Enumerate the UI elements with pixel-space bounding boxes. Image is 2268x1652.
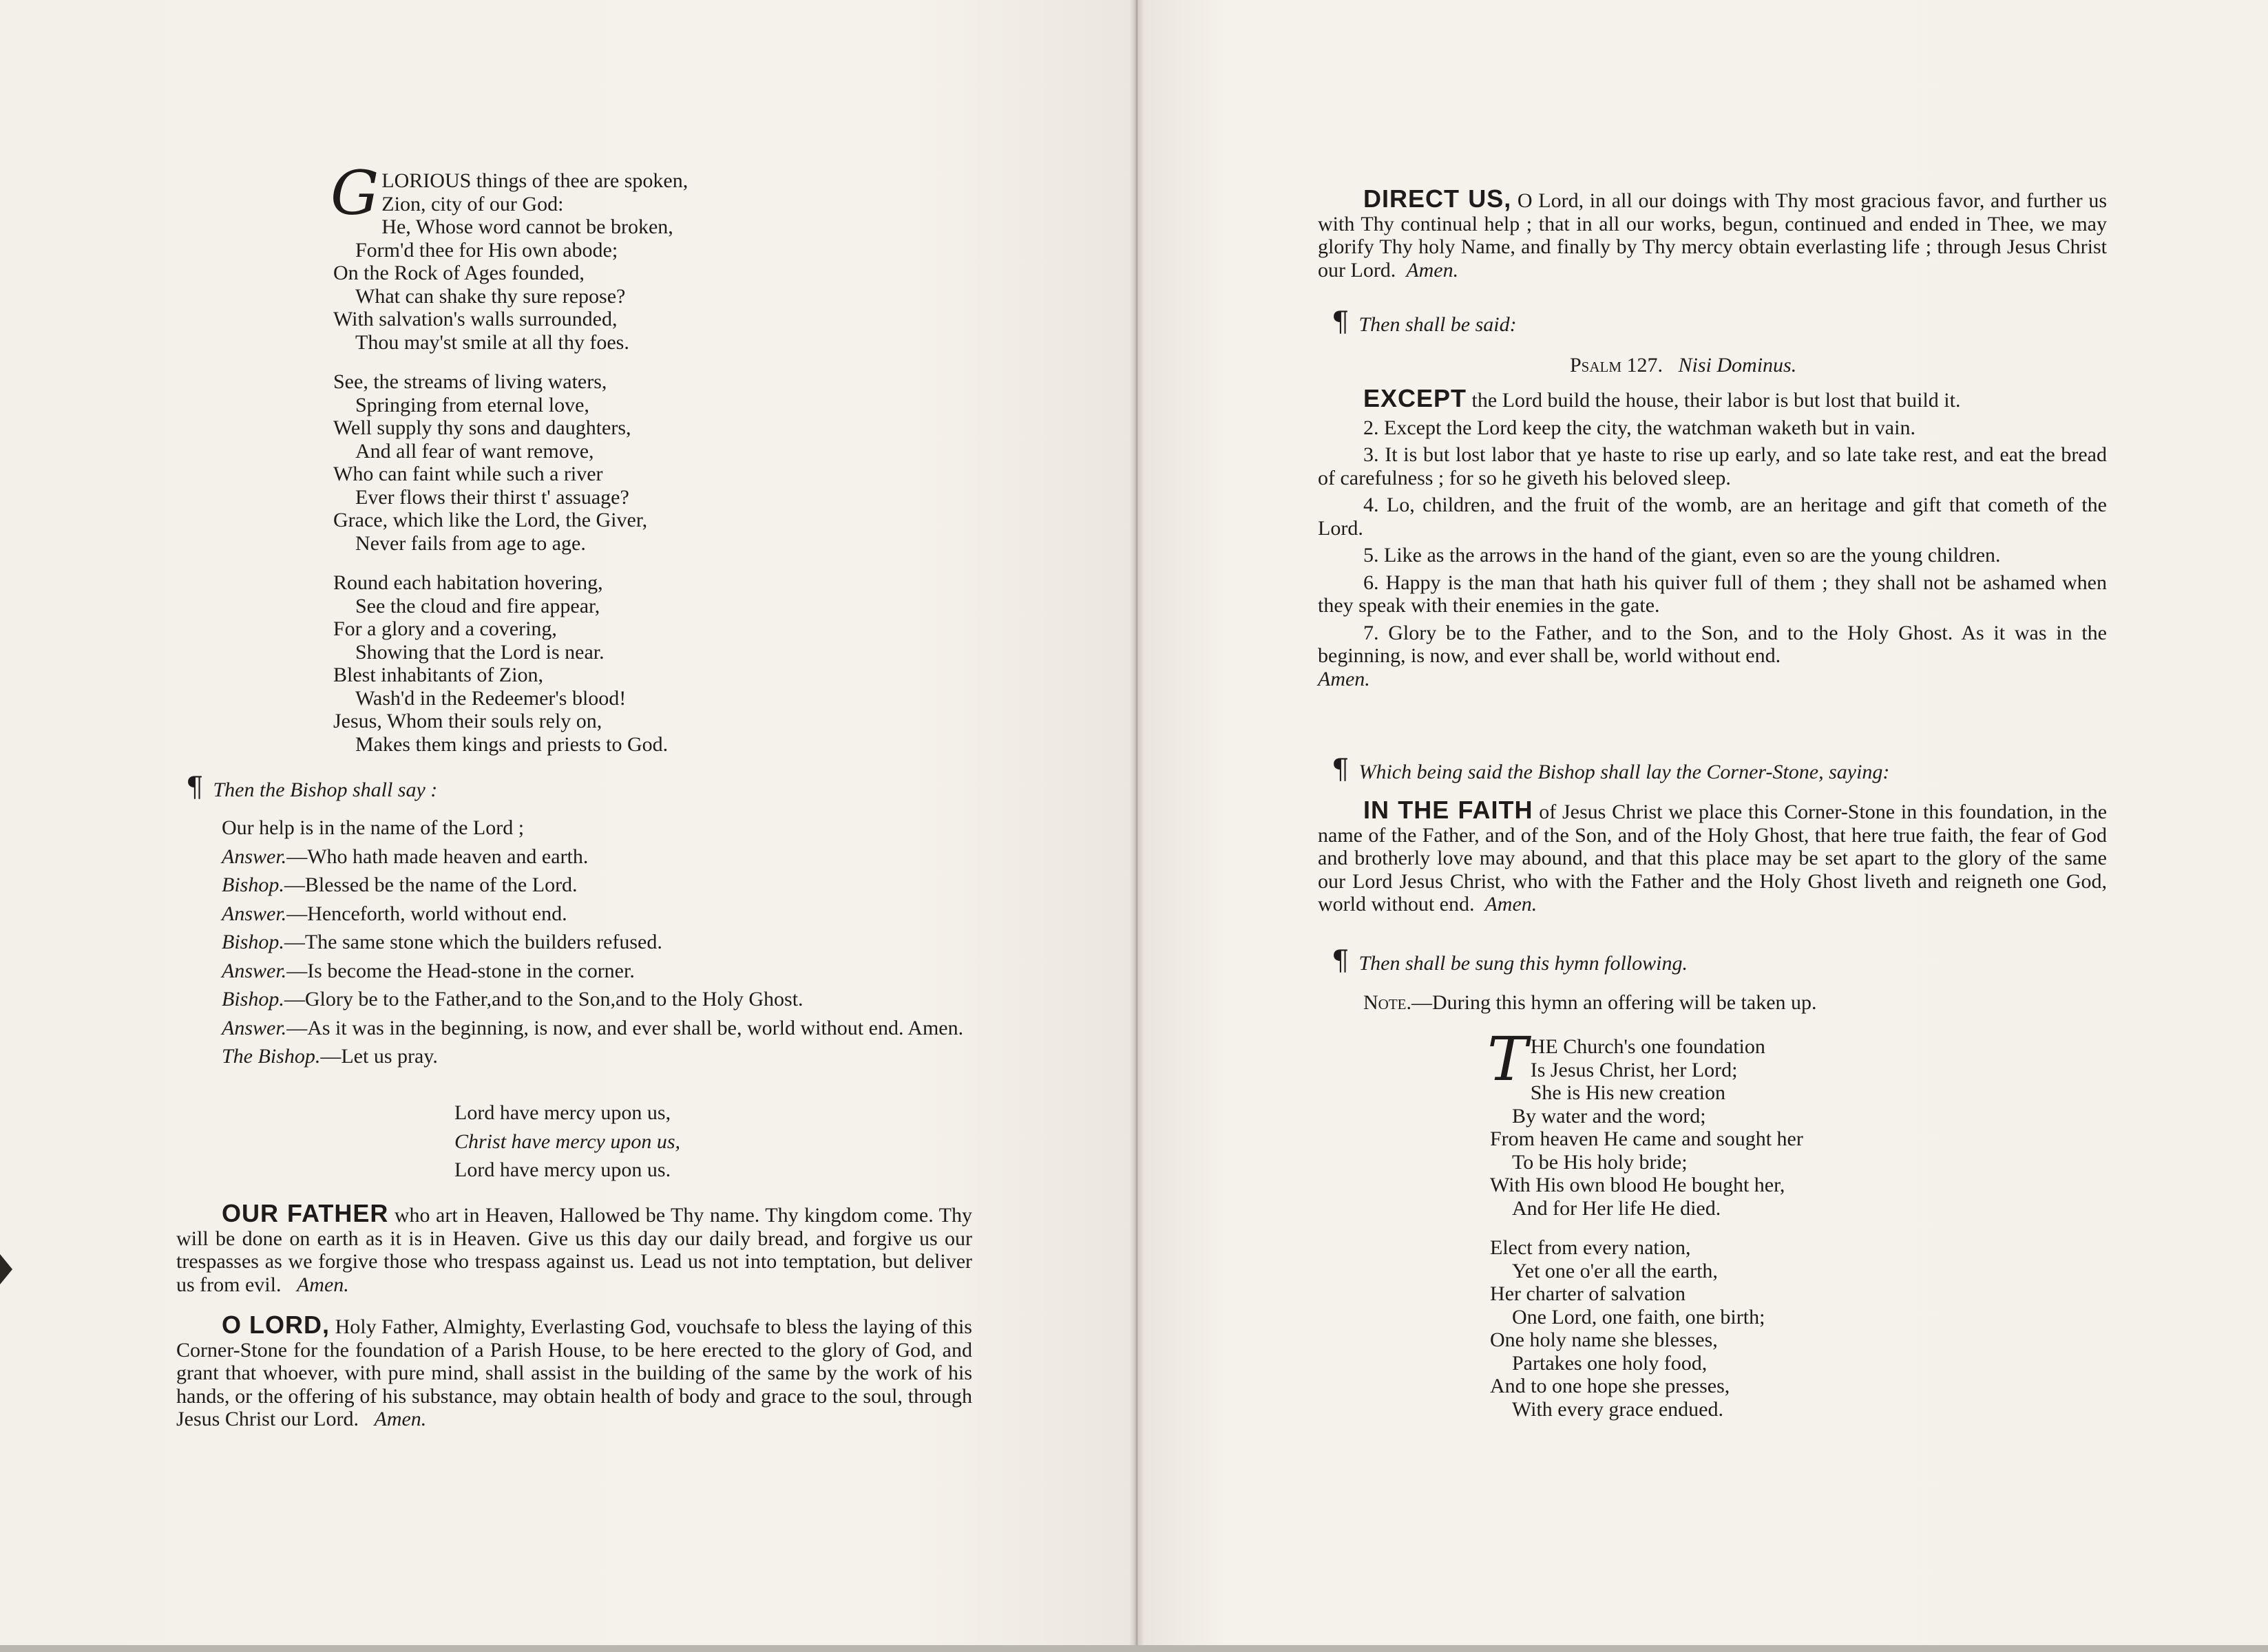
psalm-verse: 2. Except the Lord keep the city, the watchman waketh but in vain. [1363, 416, 1915, 439]
hymn-line: Well supply thy sons and daughters, [333, 416, 631, 439]
declaration-text: of Jesus Christ we place this Corner-Stone in this foundation, in the name of the Father, and of the Son, and of the Holy Ghost, that here true faith, the fear of God and brotherly love may abound, and that this place may be set apart to the glory of the same our Lord Jesus Christ, who with the Father and the Holy Ghost liveth and reigneth one God, world without end. [1318, 801, 2108, 915]
hymn-line: See the cloud and fire appear, [355, 594, 600, 617]
psalm-verse: 4. Lo, children, and the fruit of the womb, are an heritage and gift that cometh of the Lord. [1318, 494, 2107, 540]
versicle-row [175, 902, 974, 926]
hymn-line: To be His holy bride; [1512, 1150, 1688, 1174]
psalm-verse: 7. Glory be to the Father, and to the Son, and to the Holy Ghost. As it was in the beginning, is now, and ever shall be, world without end. [1318, 621, 2107, 667]
rubric-text: Then the Bishop shall say : [213, 779, 438, 801]
heading: EXCEPT [1363, 384, 1467, 412]
versicle-speaker: Answer. [222, 845, 287, 868]
versicle-text: —Blessed be the name of the Lord. [284, 873, 578, 896]
hymn-line: Never fails from age to age. [355, 531, 586, 555]
versicle-text: —The same stone which the builders refused. [284, 931, 662, 953]
hymn-line: Jesus, Whom their souls rely on, [333, 710, 602, 732]
hymn-stanza [1487, 1024, 1972, 1220]
corner-stone-prayer [176, 1313, 972, 1431]
pilcrow-icon: ¶ [1332, 754, 1350, 785]
hymn-stanza [333, 571, 857, 756]
kyrie [454, 1101, 680, 1187]
hymn-line: Grace, which like the Lord, the Giver, [333, 509, 648, 531]
rubric-text: Which being said the Bishop shall lay the Corner-Stone, saying: [1358, 761, 1890, 783]
hymn-line: Form'd thee for His own abode; [355, 238, 618, 262]
psalm-verses [1318, 416, 2107, 691]
hymn-churchs-one-foundation [1487, 1024, 1972, 1437]
amen: Amen. [296, 1273, 349, 1296]
lords-prayer [176, 1199, 973, 1296]
hymn-line: For a glory and a covering, [333, 617, 557, 640]
hymn-line: From heaven He came and sought her [1490, 1127, 1803, 1150]
heading: OUR FATHER [222, 1199, 389, 1227]
versicle-text: —Let us pray. [320, 1045, 438, 1068]
hymn-glorious-things [330, 158, 857, 772]
rubric-text: Then shall be said: [1358, 313, 1517, 336]
versicle-text: —Glory be to the Father,and to the Son,and to the Holy Ghost. [284, 988, 804, 1010]
versicle-text: —As it was in the beginning, is now, and ever shall be, world without end. Amen. [286, 1016, 964, 1039]
hymn-line: Who can faint while such a river [333, 463, 603, 485]
heading: IN THE FAITH [1363, 796, 1533, 824]
versicles-list [175, 816, 974, 1074]
hymn-line: By water and the word; [1512, 1104, 1706, 1127]
offering-note [1363, 991, 1817, 1015]
kyrie-line: Christ have mercy upon us, [454, 1130, 681, 1153]
hymn-line: Her charter of salvation [1490, 1282, 1686, 1305]
psalm-title [1570, 354, 1796, 377]
hymn-stanza [1490, 1236, 1972, 1421]
psalm-verse: 5. Like as the arrows in the hand of the giant, even so are the young children. [1363, 544, 2001, 566]
versicle-speaker: The Bishop. [222, 1045, 321, 1068]
psalm-verse: 6. Happy is the man that hath his quiver full of them ; they shall not be ashamed when they speak with their enemies in the gate. [1318, 571, 2107, 617]
pilcrow-icon: ¶ [1332, 945, 1350, 977]
versicle-row [175, 988, 974, 1011]
hymn-line: And all fear of want remove, [355, 439, 594, 463]
hymn-line: On the Rock of Ages founded, [333, 262, 585, 284]
hymn-line: And to one hope she presses, [1490, 1375, 1730, 1397]
psalm-latin: Nisi Dominus. [1678, 354, 1797, 377]
psalm-127 [1318, 384, 2107, 690]
rubric-text: Then shall be sung this hymn following. [1358, 952, 1688, 975]
versicle-text: —Who hath made heaven and earth. [286, 845, 589, 868]
hymn-line: Elect from every nation, [1490, 1236, 1691, 1259]
versicle-row [175, 873, 974, 897]
in-the-faith-declaration [1318, 798, 2107, 916]
drop-cap: T [1487, 1024, 1528, 1094]
drop-cap: G [330, 158, 379, 229]
heading: O LORD, [222, 1311, 330, 1339]
hymn-line: Makes them kings and priests to God. [355, 732, 669, 756]
hymn-line: Round each habitation hovering, [333, 571, 603, 594]
heading: DIRECT US, [1363, 184, 1512, 213]
hymn-line: LORIOUS things of thee are spoken, [381, 169, 689, 192]
hymn-line: Partakes one holy food, [1512, 1351, 1708, 1375]
note-text: —During this hymn an offering will be taken up. [1411, 991, 1817, 1014]
versicle-speaker: Bishop. [222, 988, 284, 1010]
hymn-line: Thou may'st smile at all thy foes. [355, 330, 629, 354]
hymn-line: With His own blood He bought her, [1490, 1174, 1785, 1196]
page-edge-notch [0, 1254, 12, 1284]
scan-edge [0, 1645, 2268, 1652]
versicle-text: Our help is in the name of the Lord ; [222, 816, 525, 839]
amen: Amen. [374, 1408, 427, 1430]
kyrie-line: Lord have mercy upon us, [454, 1101, 671, 1124]
hymn-line: Showing that the Lord is near. [355, 640, 605, 664]
versicle-row [175, 845, 974, 869]
rubric-then-said [1332, 306, 1517, 338]
psalm-verse: 3. It is but lost labor that ye haste to rise up early, and so late take rest, and eat the bread of carefulness ; for so he giveth his beloved sleep. [1318, 443, 2107, 489]
hymn-line: Yet one o'er all the earth, [1512, 1259, 1718, 1282]
amen: Amen. [1318, 667, 1370, 690]
hymn-line: What can shake thy sure repose? [355, 284, 626, 308]
rubric-bishop-say [186, 772, 438, 803]
versicle-row [175, 960, 974, 983]
psalm-verse-1 [1318, 384, 2107, 412]
hymn-line: Ever flows their thirst t' assuage? [355, 485, 629, 509]
hymn-line: One Lord, one faith, one birth; [1512, 1305, 1765, 1328]
verse-text: the Lord build the house, their labor is but lost that build it. [1467, 389, 1961, 412]
versicle-speaker: Bishop. [222, 873, 284, 896]
hymn-line: HE Church's one foundation [1530, 1035, 1765, 1058]
hymn-line: Springing from eternal love, [355, 393, 589, 416]
center-fold [1129, 0, 1144, 1645]
versicle-text: —Is become the Head-stone in the corner. [286, 959, 635, 982]
versicle-row [175, 1017, 974, 1040]
hymn-line: Zion, city of our God: [381, 192, 564, 215]
versicle-speaker: Answer. [222, 959, 287, 982]
hymn-stanza [333, 370, 857, 555]
versicle-text: —Henceforth, world without end. [286, 902, 567, 925]
collect-text: O Lord, in all our doings with Thy most gracious favor, and further us with Thy continual help ; that in all our works, begun, continued and ended in Thee, we may glorify Thy holy Name, and finally by Thy mercy obtain everlasting life ; through Jesus Christ our Lord. [1318, 189, 2108, 282]
hymn-line: With every grace endued. [1512, 1397, 1723, 1421]
hymn-line: He, Whose word cannot be broken, [381, 215, 673, 238]
collect-direct-us [1318, 184, 2108, 282]
note-label: Note. [1363, 991, 1411, 1014]
versicle-row [175, 931, 974, 954]
hymn-line: See, the streams of living waters, [333, 370, 607, 393]
versicle-speaker: Bishop. [222, 931, 284, 953]
psalm-number: Psalm 127. [1570, 354, 1663, 377]
versicle-row [175, 1045, 974, 1068]
amen: Amen. [1406, 258, 1459, 282]
versicle-speaker: Answer. [222, 902, 287, 925]
pilcrow-icon: ¶ [186, 772, 204, 803]
hymn-line: Wash'd in the Redeemer's blood! [355, 686, 627, 710]
hymn-line: Is Jesus Christ, her Lord; [1530, 1058, 1738, 1081]
left-page [0, 0, 1135, 1645]
pilcrow-icon: ¶ [1332, 306, 1350, 338]
rubric-hymn-following [1332, 945, 1688, 977]
hymn-line: With salvation's walls surrounded, [333, 308, 618, 330]
hymn-line: And for Her life He died. [1512, 1196, 1721, 1220]
amen: Amen. [1484, 893, 1537, 915]
hymn-line: Blest inhabitants of Zion, [333, 664, 543, 686]
versicle-row [175, 816, 974, 840]
versicle-speaker: Answer. [222, 1016, 287, 1039]
hymn-line: She is His new creation [1530, 1081, 1725, 1104]
hymn-stanza [330, 158, 857, 354]
kyrie-line: Lord have mercy upon us. [454, 1158, 671, 1181]
prayer-text: Holy Father, Almighty, Everlasting God, vouchsafe to bless the laying of this Corner-Stone for the foundation of a Parish House, to be here erected to the glory of God, and grant that whoever, with pure mind, shall assist in the building of the same by the work of his hands, or the offering of his substance, may obtain health of body and grace to the soul, through Jesus Christ our Lord. [176, 1315, 972, 1430]
prayer-text: who art in Heaven, Hallowed be Thy name. Thy kingdom come. Thy will be done on earth as it is in Heaven. Give us this day our daily bread, and forgive us our trespasses as we forgive those who trespass against us. Lead us not into temptation, but deliver us from evil. [176, 1204, 973, 1296]
hymn-line: One holy name she blesses, [1490, 1328, 1718, 1351]
rubric-lay-stone [1332, 754, 1890, 785]
